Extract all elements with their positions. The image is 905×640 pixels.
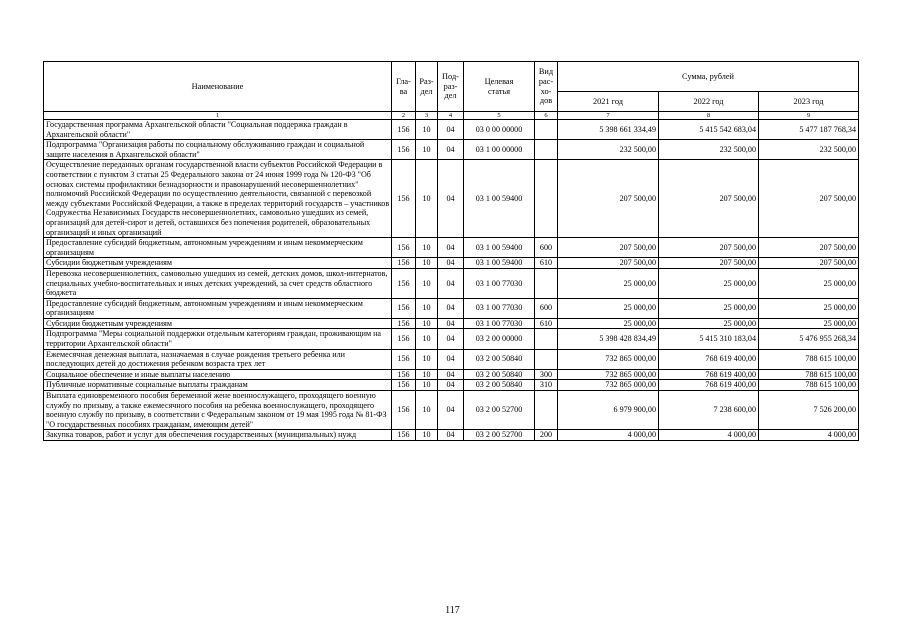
budget-table [43,61,859,441]
row-name: Подпрограмма "Меры социальной поддержки отдельным категориям граждан, проживающим на территории Архангельской области" [44,329,392,349]
row-vid: 310 [535,380,558,391]
row-sum-2023: 25 000,00 [759,298,859,318]
table-row [44,391,859,430]
row-razdel: 10 [416,318,438,329]
row-sum-2021: 25 000,00 [558,268,659,298]
row-vid [535,329,558,349]
row-sum-2021: 25 000,00 [558,298,659,318]
row-sum-2022: 4 000,00 [659,430,759,441]
header-vid: Вид рас- хо- дов [535,62,558,112]
budget-table-page [43,61,858,441]
row-target: 03 2 00 50840 [464,369,535,380]
row-glava: 156 [392,298,416,318]
row-glava: 156 [392,391,416,430]
table-row [44,318,859,329]
row-name: Государственная программа Архангельской области "Социальная поддержка граждан в Архангельской области" [44,120,392,140]
header-year-2023: 2023 год [759,92,859,112]
row-name: Осуществление переданных органам государственной власти субъектов Российской Федерации в соответствии с пунктом 3 статьи 25 Федерального закона от 24 июня 1999 года № 120-ФЗ "Об основах системы профилактики безнадзорности и правонарушений несовершеннолетних" полномочий Российской Федерации по осуществлению деятельности, связанной с перевозкой между субъектами Российской Федерации, а также в пределах территорий государств – участников Содружества Независимых Государств несовершеннолетних, самовольно ушедших из семей, организаций для детей-сирот и детей, оставшихся без попечения родителей, образовательных организаций и иных организаций [44,160,392,238]
row-vid [535,160,558,238]
row-sum-2022: 768 619 400,00 [659,369,759,380]
table-row [44,238,859,258]
header-year-2021: 2021 год [558,92,659,112]
row-razdel: 10 [416,298,438,318]
table-row [44,349,859,369]
row-target: 03 2 00 50840 [464,380,535,391]
row-sum-2021: 25 000,00 [558,318,659,329]
row-sum-2022: 768 619 400,00 [659,349,759,369]
table-row [44,120,859,140]
header-target: Целевая статья [464,62,535,112]
row-name: Субсидии бюджетным учреждениям [44,258,392,269]
table-row [44,140,859,160]
row-target: 03 1 00 77030 [464,298,535,318]
row-razdel: 10 [416,430,438,441]
row-glava: 156 [392,380,416,391]
row-razdel: 10 [416,391,438,430]
row-glava: 156 [392,238,416,258]
row-target: 03 2 00 50840 [464,349,535,369]
row-target: 03 1 00 59400 [464,238,535,258]
row-sum-2022: 25 000,00 [659,318,759,329]
row-sum-2021: 4 000,00 [558,430,659,441]
row-razdel: 10 [416,160,438,238]
header-razdel: Раз- дел [416,62,438,112]
row-name: Ежемесячная денежная выплата, назначаемая в случае рождения третьего ребенка или последующих детей до достижения ребенком возраста трех лет [44,349,392,369]
row-name: Социальное обеспечение и иные выплаты населению [44,369,392,380]
row-name: Субсидии бюджетным учреждениям [44,318,392,329]
row-target: 03 0 00 00000 [464,120,535,140]
row-sum-2021: 207 500,00 [558,160,659,238]
header-name: Наименование [44,62,392,112]
row-sum-2022: 25 000,00 [659,298,759,318]
row-glava: 156 [392,120,416,140]
row-sum-2021: 732 865 000,00 [558,369,659,380]
row-sum-2021: 732 865 000,00 [558,380,659,391]
row-sum-2023: 4 000,00 [759,430,859,441]
table-row [44,298,859,318]
column-number: 6 [535,112,558,120]
table-row [44,258,859,269]
row-sum-2021: 5 398 661 334,49 [558,120,659,140]
row-sum-2021: 207 500,00 [558,258,659,269]
row-razdel: 10 [416,120,438,140]
row-vid: 610 [535,258,558,269]
row-sum-2022: 207 500,00 [659,258,759,269]
row-vid: 610 [535,318,558,329]
column-number: 1 [44,112,392,120]
row-sum-2023: 5 476 955 268,34 [759,329,859,349]
header-sum: Сумма, рублей [558,62,859,92]
row-podrazdel: 04 [438,258,464,269]
row-glava: 156 [392,329,416,349]
column-number: 7 [558,112,659,120]
row-vid: 600 [535,238,558,258]
row-razdel: 10 [416,329,438,349]
row-name: Предоставление субсидий бюджетным, автономным учреждениям и иным некоммерческим организациям [44,298,392,318]
column-number: 3 [416,112,438,120]
row-vid [535,268,558,298]
row-sum-2021: 732 865 000,00 [558,349,659,369]
row-podrazdel: 04 [438,140,464,160]
row-sum-2022: 768 619 400,00 [659,380,759,391]
row-razdel: 10 [416,349,438,369]
row-target: 03 1 00 77030 [464,268,535,298]
column-number: 4 [438,112,464,120]
table-row [44,329,859,349]
row-vid [535,391,558,430]
row-vid: 300 [535,369,558,380]
row-glava: 156 [392,430,416,441]
row-sum-2023: 788 615 100,00 [759,349,859,369]
header-podrazdel: Под- раз- дел [438,62,464,112]
row-glava: 156 [392,369,416,380]
row-vid [535,140,558,160]
row-glava: 156 [392,160,416,238]
row-sum-2023: 25 000,00 [759,268,859,298]
row-vid [535,349,558,369]
row-podrazdel: 04 [438,120,464,140]
row-podrazdel: 04 [438,318,464,329]
table-header [44,62,859,120]
row-podrazdel: 04 [438,391,464,430]
row-glava: 156 [392,268,416,298]
row-sum-2022: 7 238 600,00 [659,391,759,430]
row-sum-2022: 207 500,00 [659,160,759,238]
row-name: Выплата единовременного пособия беременной жене военнослужащего, проходящего военную службу по призыву, а также ежемесячного пособия на ребенка военнослужащего, проходящего военную службу по призыву, в соответствии с Федеральным законом от 19 мая 1995 года № 81-ФЗ "О государственных пособиях гражданам, имеющим детей" [44,391,392,430]
row-glava: 156 [392,349,416,369]
table-row [44,369,859,380]
row-target: 03 1 00 77030 [464,318,535,329]
row-sum-2021: 5 398 428 834,49 [558,329,659,349]
row-podrazdel: 04 [438,329,464,349]
row-vid: 200 [535,430,558,441]
column-number-row [44,112,859,120]
row-sum-2023: 207 500,00 [759,238,859,258]
row-razdel: 10 [416,369,438,380]
column-number: 8 [659,112,759,120]
row-podrazdel: 04 [438,380,464,391]
row-sum-2022: 207 500,00 [659,238,759,258]
row-target: 03 2 00 52700 [464,430,535,441]
row-glava: 156 [392,258,416,269]
table-body [44,120,859,441]
row-vid: 600 [535,298,558,318]
table-row [44,430,859,441]
row-podrazdel: 04 [438,238,464,258]
row-glava: 156 [392,318,416,329]
row-sum-2022: 25 000,00 [659,268,759,298]
table-row [44,380,859,391]
row-glava: 156 [392,140,416,160]
table-row [44,268,859,298]
row-razdel: 10 [416,238,438,258]
row-podrazdel: 04 [438,430,464,441]
row-sum-2023: 207 500,00 [759,258,859,269]
row-target: 03 2 00 00000 [464,329,535,349]
row-sum-2023: 5 477 187 768,34 [759,120,859,140]
row-sum-2022: 5 415 310 183,04 [659,329,759,349]
row-target: 03 1 00 59400 [464,160,535,238]
row-name: Закупка товаров, работ и услуг для обеспечения государственных (муниципальных) нужд [44,430,392,441]
row-sum-2021: 232 500,00 [558,140,659,160]
row-sum-2022: 232 500,00 [659,140,759,160]
page-number: 117 [445,605,460,616]
row-sum-2023: 232 500,00 [759,140,859,160]
row-name: Публичные нормативные социальные выплаты гражданам [44,380,392,391]
row-sum-2023: 25 000,00 [759,318,859,329]
row-sum-2022: 5 415 542 683,04 [659,120,759,140]
row-razdel: 10 [416,268,438,298]
row-sum-2021: 6 979 900,00 [558,391,659,430]
header-year-2022: 2022 год [659,92,759,112]
row-razdel: 10 [416,140,438,160]
row-podrazdel: 04 [438,349,464,369]
row-podrazdel: 04 [438,298,464,318]
column-number: 9 [759,112,859,120]
row-name: Подпрограмма "Организация работы по социальному обслуживанию граждан и социальной защите населения в Архангельской области" [44,140,392,160]
row-sum-2023: 788 615 100,00 [759,380,859,391]
row-razdel: 10 [416,380,438,391]
row-name: Предоставление субсидий бюджетным, автономным учреждениям и иным некоммерческим организациям [44,238,392,258]
header-glava: Гла- ва [392,62,416,112]
table-row [44,160,859,238]
row-podrazdel: 04 [438,369,464,380]
row-sum-2023: 207 500,00 [759,160,859,238]
row-razdel: 10 [416,258,438,269]
row-podrazdel: 04 [438,160,464,238]
column-number: 2 [392,112,416,120]
row-target: 03 1 00 59400 [464,258,535,269]
column-number: 5 [464,112,535,120]
row-sum-2023: 788 615 100,00 [759,369,859,380]
row-sum-2023: 7 526 200,00 [759,391,859,430]
row-podrazdel: 04 [438,268,464,298]
row-target: 03 1 00 00000 [464,140,535,160]
row-target: 03 2 00 52700 [464,391,535,430]
row-name: Перевозка несовершеннолетних, самовольно ушедших из семей, детских домов, школ-интернатов, специальных учебно-воспитательных и иных детских учреждений, за счет средств областного бюджета [44,268,392,298]
row-vid [535,120,558,140]
row-sum-2021: 207 500,00 [558,238,659,258]
